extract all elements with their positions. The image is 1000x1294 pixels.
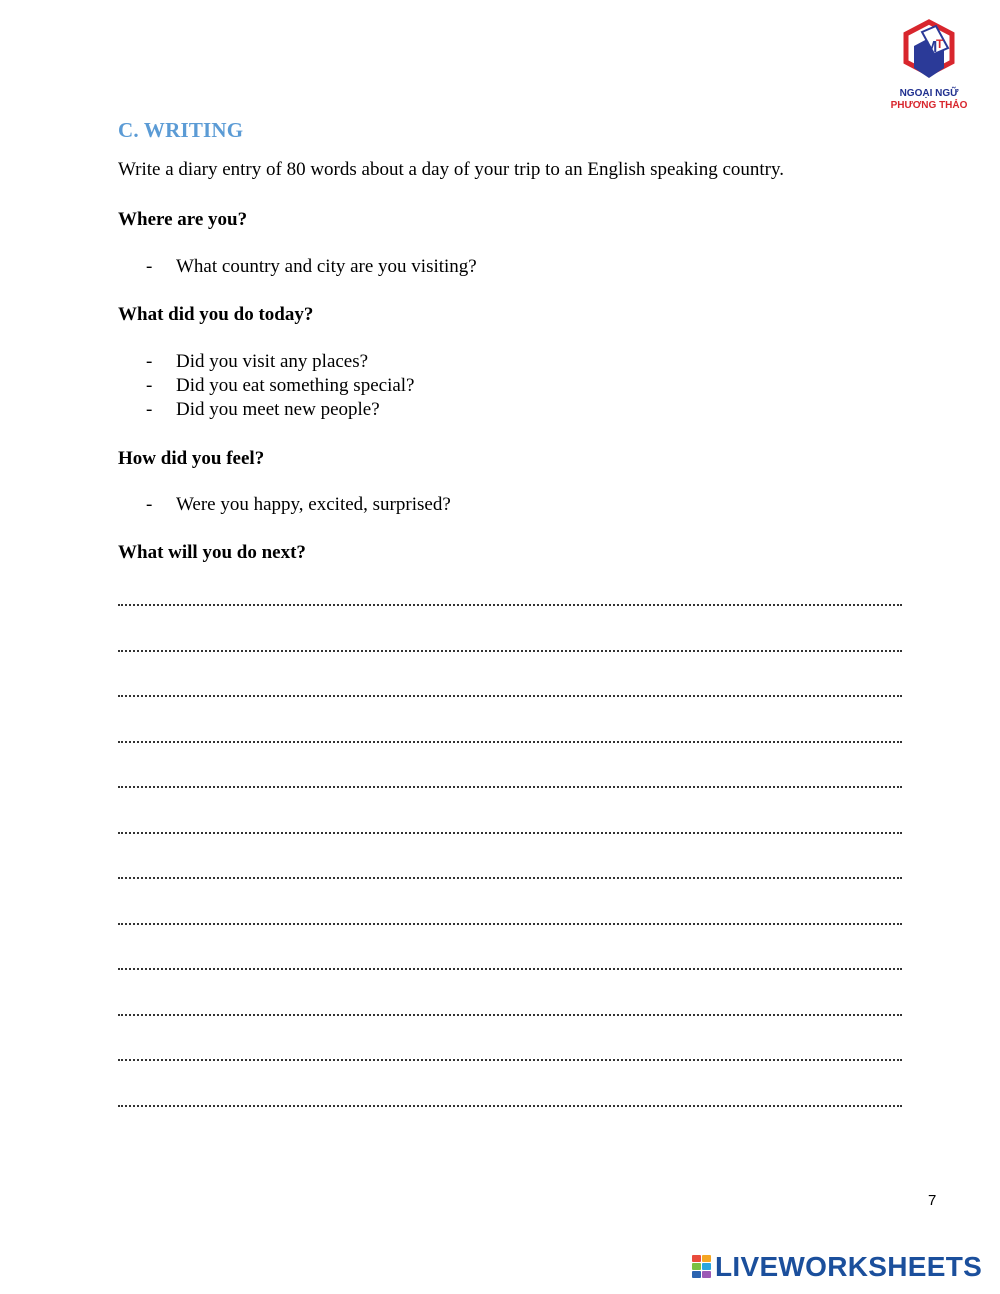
logo-text-line1: NGOẠI NGỮ	[899, 88, 959, 99]
question-item	[146, 256, 477, 278]
footer-brand	[692, 1252, 982, 1282]
question-item-text: Did you eat something special?	[176, 375, 415, 396]
svg-text:T: T	[936, 37, 944, 51]
question-item	[146, 399, 380, 421]
answer-line[interactable]	[118, 725, 902, 771]
page-number: 7	[928, 1192, 937, 1209]
question-heading-4: What will you do next?	[118, 542, 306, 563]
answer-line[interactable]	[118, 634, 902, 680]
question-item-text: What country and city are you visiting?	[176, 256, 477, 277]
bullet-dash: -	[146, 351, 153, 372]
answer-line[interactable]	[118, 770, 902, 816]
bullet-dash: -	[146, 375, 153, 396]
answer-line[interactable]	[118, 1089, 902, 1135]
answer-line[interactable]	[118, 679, 902, 725]
question-heading-2: What did you do today?	[118, 304, 314, 325]
answer-lines	[118, 588, 902, 1134]
answer-line[interactable]	[118, 588, 902, 634]
publisher-logo	[884, 18, 974, 118]
question-item	[146, 375, 415, 397]
svg-text:M: M	[924, 39, 938, 56]
logo-emblem-icon	[902, 18, 956, 86]
question-heading-3: How did you feel?	[118, 448, 265, 469]
answer-line[interactable]	[118, 816, 902, 862]
question-item	[146, 351, 368, 373]
answer-line[interactable]	[118, 861, 902, 907]
question-item	[146, 494, 451, 516]
task-instruction: Write a diary entry of 80 words about a day of your trip to an English speaking country.	[118, 159, 785, 180]
answer-line[interactable]	[118, 907, 902, 953]
bullet-dash: -	[146, 256, 153, 277]
question-item-text: Did you visit any places?	[176, 351, 369, 372]
footer-brand-text: LIVEWORKSHEETS	[715, 1251, 983, 1282]
answer-line[interactable]	[118, 998, 902, 1044]
question-item-text: Did you meet new people?	[176, 399, 380, 420]
logo-text-line2: PHƯƠNG THẢO	[890, 100, 968, 111]
question-heading-1: Where are you?	[118, 209, 248, 230]
answer-line[interactable]	[118, 952, 902, 998]
answer-line[interactable]	[118, 1043, 902, 1089]
question-item-text: Were you happy, excited, surprised?	[176, 494, 451, 515]
bullet-dash: -	[146, 399, 153, 420]
section-title: C. WRITING	[118, 118, 244, 142]
liveworksheets-logo-icon	[692, 1255, 712, 1279]
bullet-dash: -	[146, 494, 153, 515]
